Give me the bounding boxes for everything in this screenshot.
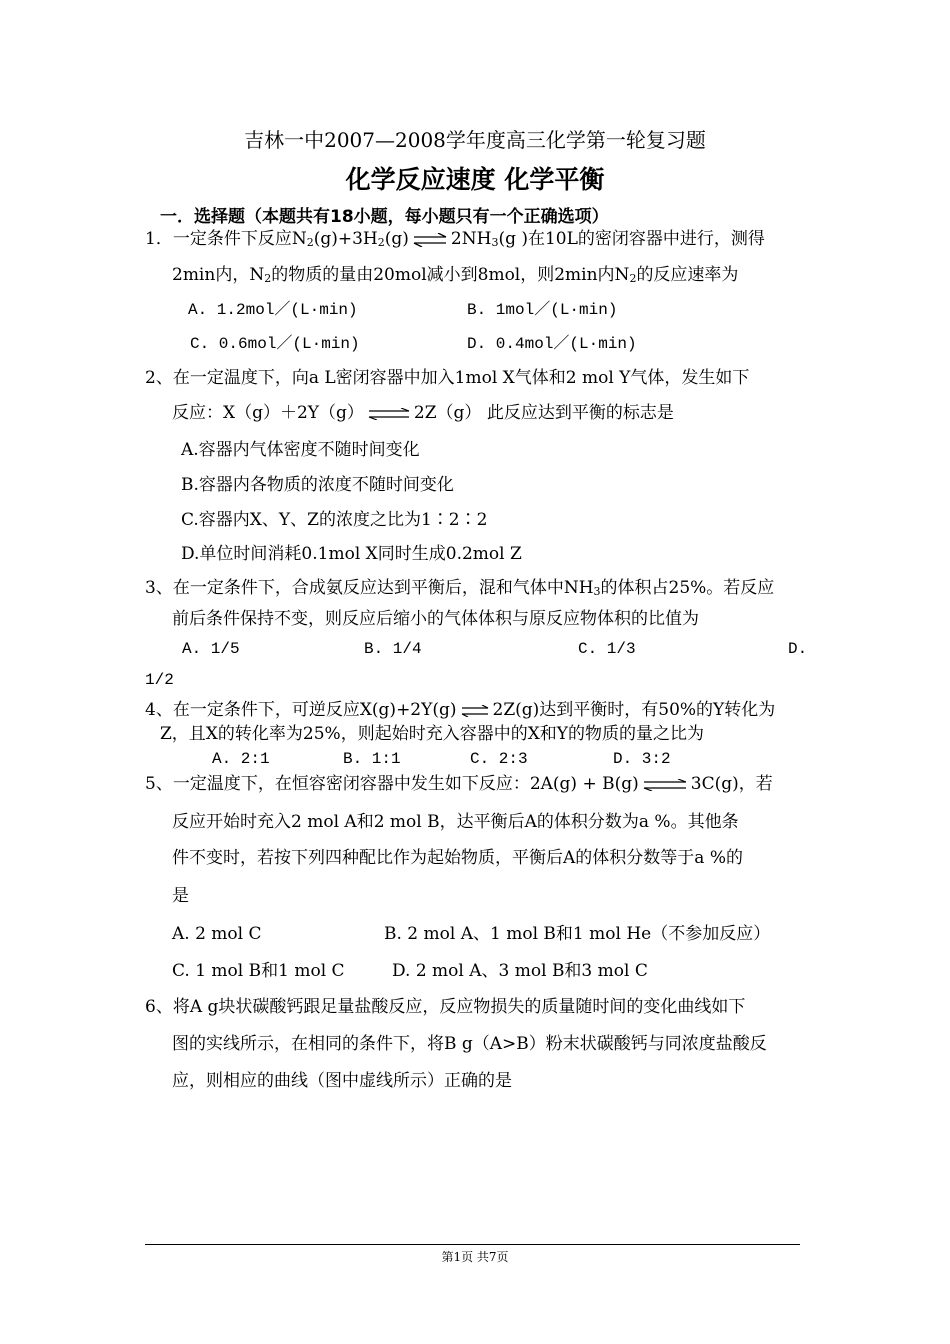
question-1-line-2: 2min内，$N_2$的物质的量由20mol减小到8mol，则2min内$N_2$的反应速率为: [172, 265, 739, 285]
question-5-line-1: 5、一定温度下，在恒容密闭容器中发生如下反应：2A(g) + B(g) 3C(g)，若: [145, 774, 773, 794]
question-5-option-d: D. 2 mol A、3 mol B和3 mol C: [392, 961, 648, 981]
question-3-option-a: A. 1/5: [182, 640, 240, 658]
question-6-line-2: 图的实线所示，在相同的条件下，将B g（A>B）粉末状碳酸钙与同浓度盐酸反: [172, 1034, 767, 1054]
question-6-line-1: 6、将A g块状碳酸钙跟足量盐酸反应，反应物损失的质量随时间的变化曲线如下: [145, 997, 746, 1017]
question-5-option-b: B. 2 mol A、1 mol B和1 mol He（不参加反应）: [384, 924, 771, 944]
question-6-line-3: 应，则相应的曲线（图中虚线所示）正确的是: [172, 1071, 512, 1091]
question-4-option-c: C. 2:3: [470, 750, 528, 768]
school-title: 吉林一中2007—2008学年度高三化学第一轮复习题: [244, 128, 706, 152]
footer-divider: [145, 1244, 800, 1245]
equilibrium-arrow-icon: [367, 408, 411, 420]
question-3-line-1: 3、在一定条件下，合成氨反应达到平衡后，混和气体中$NH_3$的体积占25%。若反应: [145, 578, 775, 598]
question-3-line-2: 前后条件保持不变，则反应后缩小的气体体积与原反应物体积的比值为: [172, 609, 699, 629]
question-2-option-c: C.容器内X、Y、Z的浓度之比为1∶2∶2: [181, 510, 488, 530]
question-4-option-d: D. 3:2: [613, 750, 671, 768]
question-1-line-1: 1．一定条件下反应$N_2(g)+3H_2(g)$ $2NH_3(g$ )在10L的密闭容器中进行，测得: [145, 229, 765, 249]
question-3-option-c: C. 1/3: [578, 640, 636, 658]
question-5-line-2: 反应开始时充入2 mol A和2 mol B，达平衡后A的体积分数为a %。其他条: [172, 812, 739, 832]
question-2-option-b: B.容器内各物质的浓度不随时间变化: [181, 475, 454, 495]
page-number: 第1页 共7页: [441, 1250, 509, 1264]
question-3-option-d-value: 1/2: [145, 671, 174, 689]
question-4-option-a: A. 2:1: [212, 750, 270, 768]
question-1-option-b: B. 1mol／(L·min): [467, 301, 618, 319]
question-1-option-c: C. 0.6mol／(L·min): [190, 335, 360, 353]
equilibrium-arrow-icon: [460, 705, 490, 717]
question-2-option-d: D.单位时间消耗0.1mol X同时生成0.2mol Z: [181, 544, 522, 564]
page-title: 化学反应速度 化学平衡: [345, 165, 605, 194]
section-heading: 一．选择题（本题共有18小题，每小题只有一个正确选项）: [160, 207, 609, 227]
equilibrium-arrow-icon: [642, 779, 688, 791]
equilibrium-arrow-icon: [412, 233, 448, 247]
question-4-line-2: Z，且X的转化率为25%，则起始时充入容器中的X和Y的物质的量之比为: [160, 724, 705, 744]
question-3-option-d: D.: [788, 640, 808, 658]
question-4-line-1: 4、在一定条件下，可逆反应X(g)+2Y(g) 2Z(g)达到平衡时，有50%的Y转化为: [145, 700, 776, 720]
question-5-option-c: C. 1 mol B和1 mol C: [172, 961, 345, 981]
question-1-option-d: D. 0.4mol／(L·min): [467, 335, 637, 353]
question-2-option-a: A.容器内气体密度不随时间变化: [181, 440, 420, 460]
question-5-option-a: A. 2 mol C: [172, 924, 262, 944]
question-2-line-2: 反应：X（g）＋2Y（g） 2Z（g） 此反应达到平衡的标志是: [172, 403, 674, 423]
question-5-line-4: 是: [172, 886, 189, 906]
question-4-option-b: B. 1:1: [343, 750, 401, 768]
question-1-option-a: A. 1.2mol／(L·min): [188, 301, 358, 319]
question-3-option-b: B. 1/4: [364, 640, 422, 658]
question-5-line-3: 件不变时，若按下列四种配比作为起始物质，平衡后A的体积分数等于a %的: [172, 848, 743, 868]
question-2-line-1: 2、在一定温度下，向a L密闭容器中加入1mol X气体和2 mol Y气体，发生如下: [145, 368, 750, 388]
